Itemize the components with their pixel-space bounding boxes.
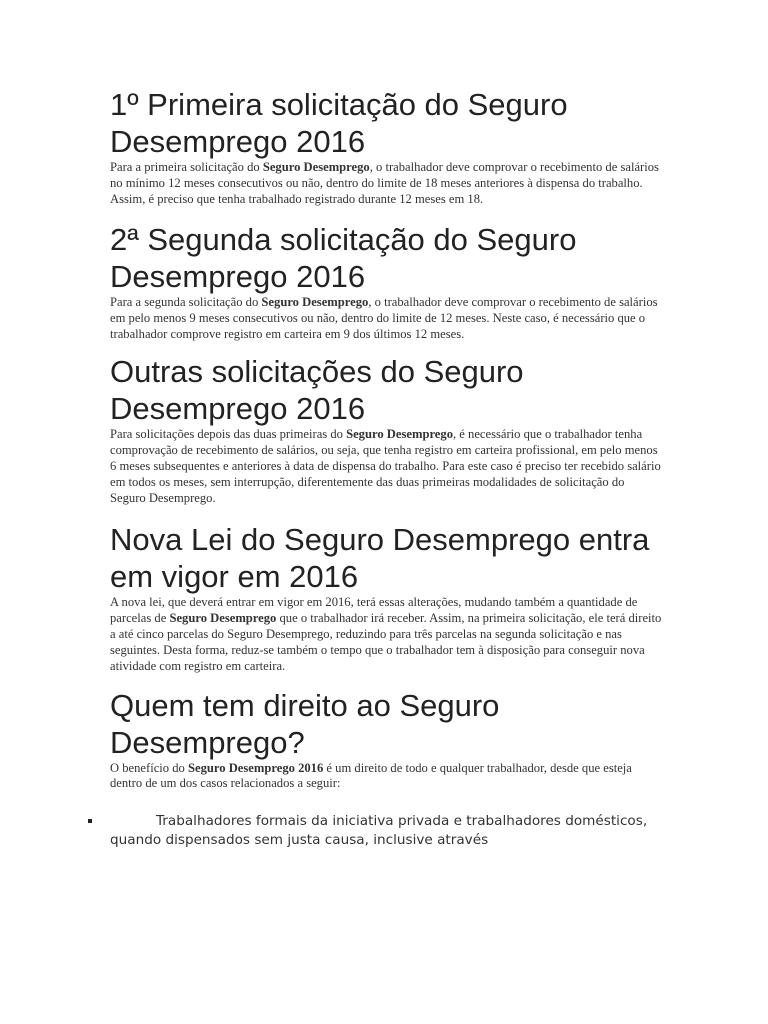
paragraph-text: O benefício do — [110, 760, 188, 775]
section-paragraph — [110, 761, 662, 793]
section-heading: 2ª Segunda solicitação do Seguro Desemprego 2016 — [110, 221, 577, 294]
section-quem-tem-direito — [110, 687, 662, 793]
section-heading: 1º Primeira solicitação do Seguro Desemprego 2016 — [110, 87, 568, 159]
section-primeira-solicitacao — [110, 86, 662, 208]
section-segunda-solicitacao — [110, 221, 662, 343]
paragraph-text: é um direito de todo e qualquer trabalhador, desde que esteja dentro de um dos casos relacionados a seguir: — [110, 760, 632, 791]
section-nova-lei — [110, 521, 662, 675]
paragraph-bold-text: Seguro Desemprego — [262, 160, 370, 174]
paragraph-text: Para a segunda solicitação do — [110, 294, 262, 309]
section-paragraph — [110, 427, 662, 507]
paragraph-text: , o trabalhador deve comprovar o recebimento de salários no mínimo 12 meses consecutivos ou não, dentro do limite de 18 meses anteriores à dispensa do trabalho. Assim, é preciso que tenha trabalhado registrado durante 12 meses em 18. — [110, 160, 659, 206]
paragraph-bold-text: Seguro Desemprego — [169, 610, 277, 625]
paragraph-text: Para solicitações depois das duas primeiras do — [110, 427, 347, 442]
paragraph-bold-text: Seguro Desemprego — [346, 427, 453, 442]
paragraph-text: que o trabalhador irá receber. Assim, na primeira solicitação, ele terá direito a até cinco parcelas do Seguro Desemprego, reduzindo para três parcelas na segunda solicitação e nas seguintes. Desta forma, reduz-se também o tempo que o trabalhador tem à disposição para conseguir nova atividade com registro em carteira. — [110, 610, 662, 673]
bullet-list — [110, 812, 662, 850]
section-paragraph — [110, 160, 662, 208]
section-heading: Nova Lei do Seguro Desemprego entra em vigor em 2016 — [110, 521, 650, 594]
section-paragraph — [110, 595, 662, 675]
paragraph-text: , o trabalhador deve comprovar o recebimento de salários em pelo menos 9 meses consecutivos ou não, dentro do limite de 12 meses. Neste caso, é necessário que o trabalhador comprove registro em carteira em 9 dos últimos 12 meses. — [110, 294, 658, 341]
section-outras-solicitacoes — [110, 353, 662, 507]
list-item — [110, 812, 662, 850]
paragraph-bold-text: Seguro Desemprego 2016 — [188, 760, 324, 775]
section-paragraph — [110, 295, 662, 343]
section-heading: Quem tem direito ao Seguro Desemprego? — [110, 687, 500, 760]
list-item-text: Trabalhadores formais da iniciativa privada e trabalhadores domésticos, quando dispensados sem justa causa, inclusive através — [110, 813, 648, 849]
document-page — [110, 86, 662, 850]
paragraph-text: A nova lei, que deverá entrar em vigor em 2016, terá essas alterações, mudando também a quantidade de parcelas de — [110, 594, 638, 625]
paragraph-text: Para a primeira solicitação do — [110, 160, 263, 174]
section-heading: Outras solicitações do Seguro Desemprego 2016 — [110, 354, 524, 427]
paragraph-bold-text: Seguro Desemprego — [261, 294, 369, 309]
paragraph-text: , é necessário que o trabalhador tenha comprovação de recebimento de salários, ou seja, que tenha registro em carteira profissional, em pelo menos 6 meses subsequentes e anteriores à data de dispensa do trabalho. Para este caso é preciso ter recebido salário em todos os meses, sem interrupção, diferentemente das duas primeiras modalidades de solicitação do Seguro Desemprego. — [110, 427, 661, 506]
square-bullet-icon — [88, 819, 92, 823]
